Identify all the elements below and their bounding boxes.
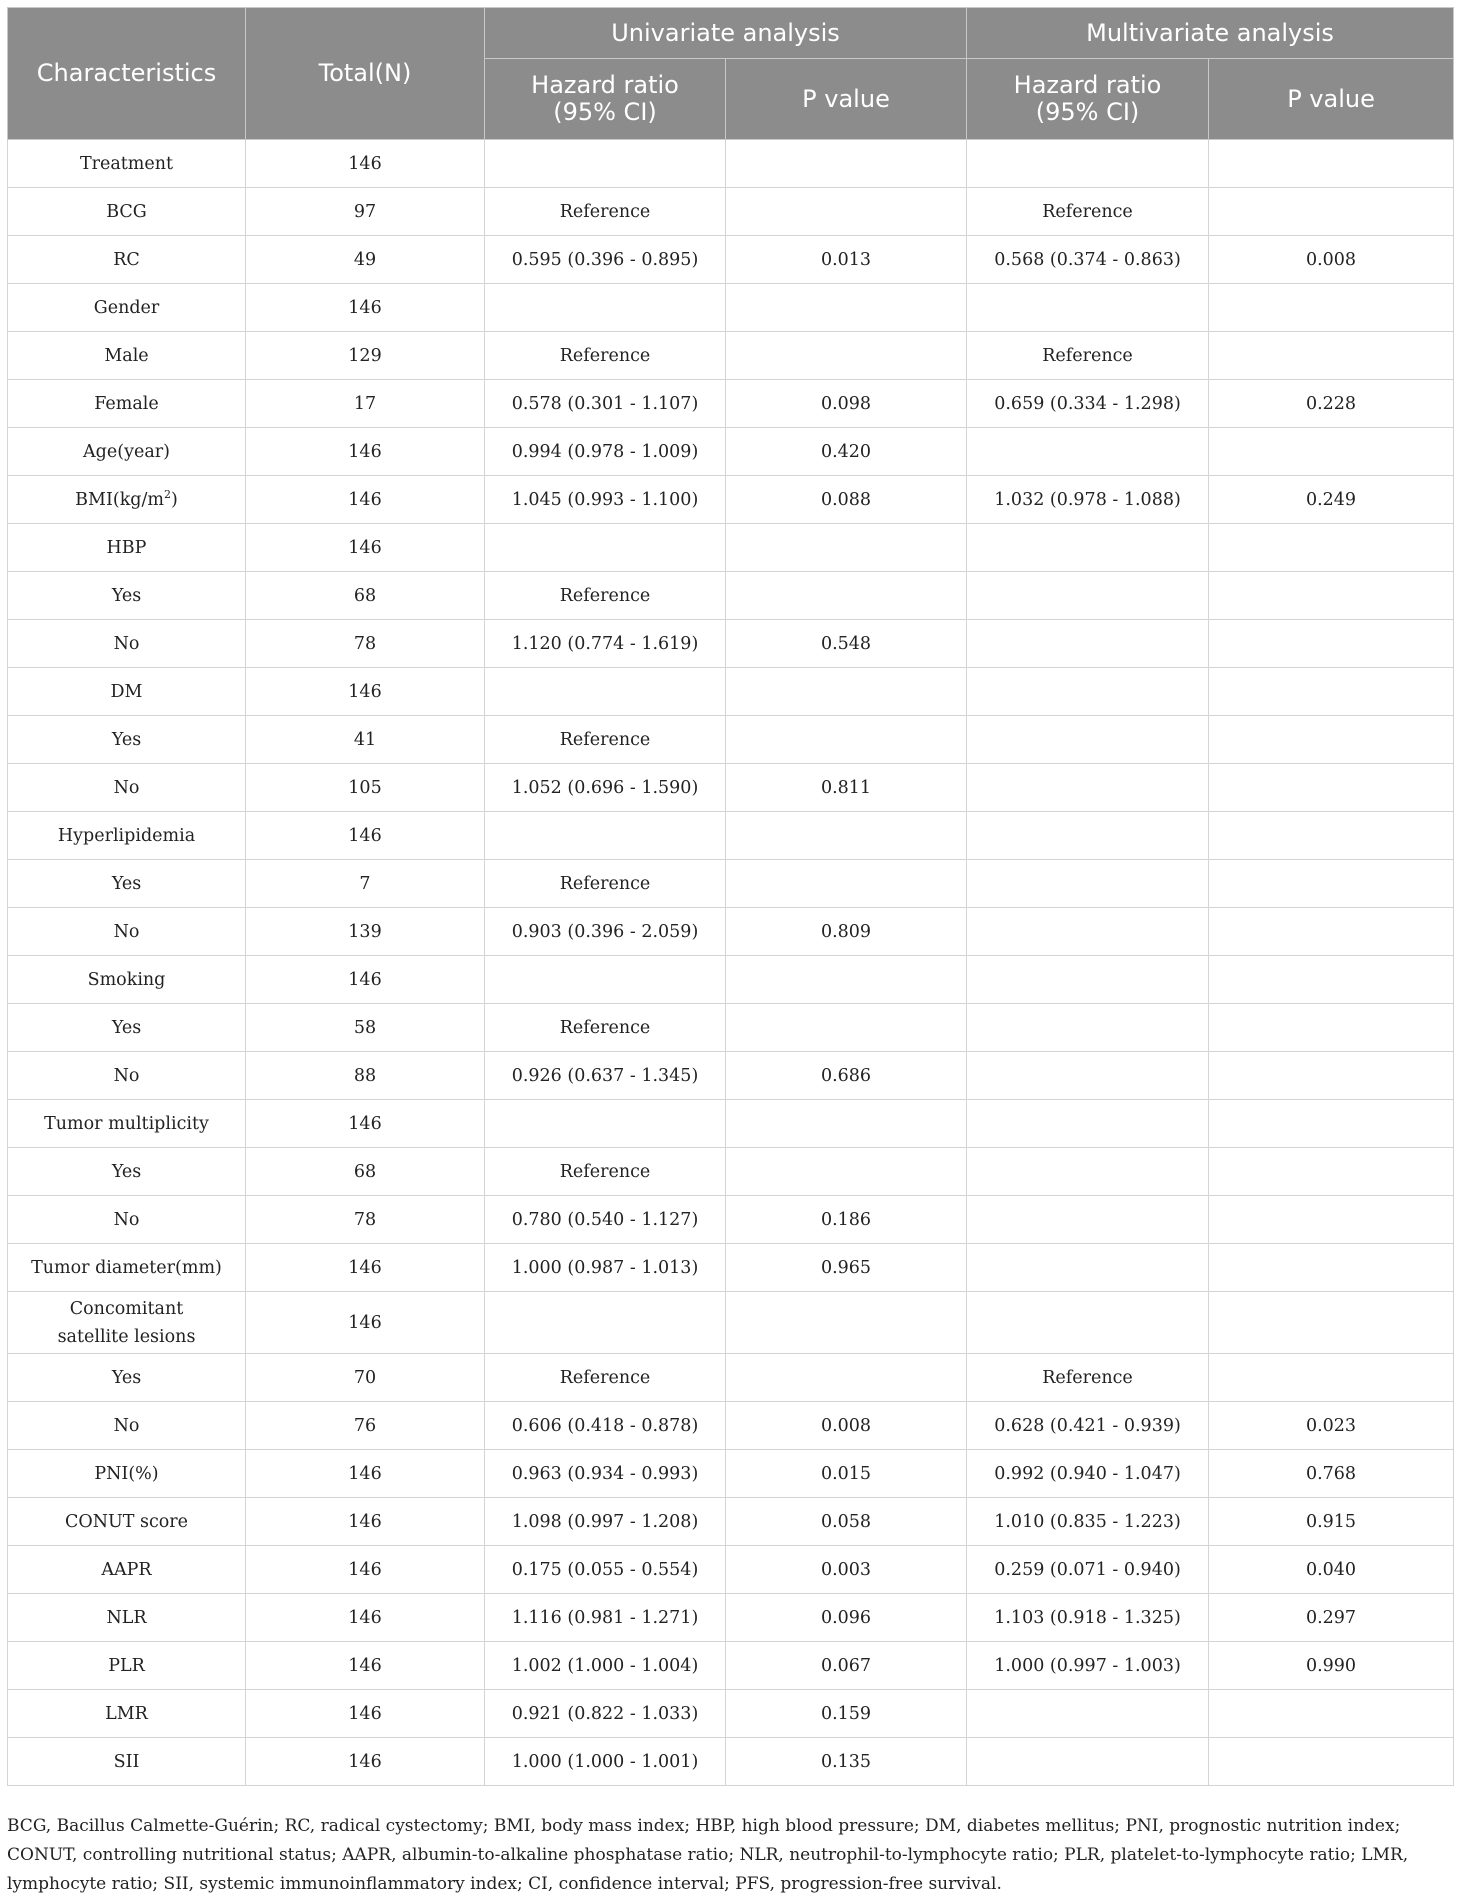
- cell-univariate-p-value: [726, 188, 967, 236]
- cell-univariate-p-value: 0.965: [726, 1244, 967, 1292]
- cell-univariate-p-value: 0.135: [726, 1738, 967, 1786]
- characteristic-label: PNI(%): [94, 1463, 159, 1484]
- cell-characteristic: [8, 380, 246, 428]
- cell-total: 129: [246, 332, 485, 380]
- cell-characteristic: [8, 332, 246, 380]
- cell-characteristic: [8, 1354, 246, 1402]
- cell-multivariate-hazard-ratio: [967, 1738, 1209, 1786]
- cell-univariate-p-value: 0.015: [726, 1450, 967, 1498]
- cell-total: 146: [246, 428, 485, 476]
- cell-univariate-hazard-ratio: 0.780 (0.540 - 1.127): [485, 1196, 726, 1244]
- cell-multivariate-hazard-ratio: [967, 1690, 1209, 1738]
- cell-multivariate-p-value: [1209, 428, 1454, 476]
- cell-multivariate-p-value: [1209, 668, 1454, 716]
- cell-characteristic: [8, 572, 246, 620]
- cell-multivariate-hazard-ratio: [967, 428, 1209, 476]
- cell-multivariate-p-value: [1209, 1052, 1454, 1100]
- cell-total: 146: [246, 140, 485, 188]
- cell-total: 88: [246, 1052, 485, 1100]
- cell-total: 146: [246, 284, 485, 332]
- characteristic-label: LMR: [105, 1703, 148, 1724]
- header-total: Total(N): [246, 8, 485, 140]
- characteristic-label: No: [113, 633, 140, 654]
- cell-total: 146: [246, 956, 485, 1004]
- cell-characteristic: [8, 188, 246, 236]
- cell-characteristic: [8, 476, 246, 524]
- cell-univariate-hazard-ratio: 0.926 (0.637 - 1.345): [485, 1052, 726, 1100]
- table-row: [8, 1100, 1454, 1148]
- cell-characteristic: [8, 956, 246, 1004]
- cell-univariate-p-value: [726, 332, 967, 380]
- characteristic-label: No: [113, 1065, 140, 1086]
- cell-univariate-p-value: [726, 860, 967, 908]
- header-uni-hazard-ratio-line2: (95% CI): [553, 98, 657, 126]
- characteristic-label: Tumor multiplicity: [44, 1113, 209, 1134]
- cell-characteristic: [8, 236, 246, 284]
- header-univariate: Univariate analysis: [485, 8, 967, 59]
- cell-univariate-hazard-ratio: 1.098 (0.997 - 1.208): [485, 1498, 726, 1546]
- cell-characteristic: [8, 1244, 246, 1292]
- cell-total: 146: [246, 476, 485, 524]
- cell-multivariate-p-value: 0.023: [1209, 1402, 1454, 1450]
- cell-univariate-hazard-ratio: [485, 668, 726, 716]
- cell-univariate-p-value: 0.548: [726, 620, 967, 668]
- cell-multivariate-hazard-ratio: Reference: [967, 1354, 1209, 1402]
- cell-univariate-p-value: 0.186: [726, 1196, 967, 1244]
- table-row: [8, 860, 1454, 908]
- cell-total: 146: [246, 1546, 485, 1594]
- cell-characteristic: [8, 1052, 246, 1100]
- cell-univariate-p-value: [726, 1004, 967, 1052]
- cell-multivariate-p-value: [1209, 1004, 1454, 1052]
- table-row: [8, 428, 1454, 476]
- cell-univariate-p-value: 0.003: [726, 1546, 967, 1594]
- cell-characteristic: [8, 1546, 246, 1594]
- cell-univariate-hazard-ratio: 1.052 (0.696 - 1.590): [485, 764, 726, 812]
- table-row: [8, 1546, 1454, 1594]
- characteristic-label: HBP: [106, 537, 147, 558]
- cell-total: 146: [246, 1642, 485, 1690]
- cell-total: 146: [246, 1100, 485, 1148]
- characteristic-suffix: ): [171, 489, 178, 510]
- cell-characteristic: [8, 284, 246, 332]
- cell-univariate-hazard-ratio: Reference: [485, 332, 726, 380]
- cell-total: 146: [246, 1690, 485, 1738]
- table-row: [8, 188, 1454, 236]
- cell-multivariate-hazard-ratio: [967, 1196, 1209, 1244]
- cell-univariate-p-value: 0.067: [726, 1642, 967, 1690]
- characteristic-label: BCG: [106, 201, 147, 222]
- cell-multivariate-p-value: [1209, 1148, 1454, 1196]
- characteristic-label: CONUT score: [64, 1511, 189, 1532]
- cell-univariate-hazard-ratio: 0.921 (0.822 - 1.033): [485, 1690, 726, 1738]
- cell-univariate-p-value: 0.420: [726, 428, 967, 476]
- table-row: [8, 236, 1454, 284]
- table-row: [8, 956, 1454, 1004]
- cell-characteristic: [8, 1292, 246, 1354]
- cell-multivariate-p-value: [1209, 188, 1454, 236]
- table-row: [8, 332, 1454, 380]
- characteristic-label: Concomitant: [69, 1298, 184, 1319]
- cell-characteristic: [8, 1738, 246, 1786]
- table-row: [8, 1642, 1454, 1690]
- table-row: [8, 1292, 1454, 1354]
- table-row: [8, 716, 1454, 764]
- cell-characteristic: [8, 140, 246, 188]
- cell-univariate-p-value: [726, 524, 967, 572]
- cell-univariate-p-value: 0.159: [726, 1690, 967, 1738]
- cell-multivariate-hazard-ratio: 0.628 (0.421 - 0.939): [967, 1402, 1209, 1450]
- table-row: [8, 1244, 1454, 1292]
- cell-characteristic: [8, 1642, 246, 1690]
- cell-multivariate-hazard-ratio: [967, 572, 1209, 620]
- header-multi-p-value: P value: [1209, 59, 1454, 140]
- cell-univariate-p-value: [726, 668, 967, 716]
- cell-univariate-hazard-ratio: Reference: [485, 1004, 726, 1052]
- cell-multivariate-p-value: [1209, 140, 1454, 188]
- cell-multivariate-hazard-ratio: [967, 140, 1209, 188]
- cell-multivariate-p-value: [1209, 1196, 1454, 1244]
- cell-multivariate-hazard-ratio: 0.659 (0.334 - 1.298): [967, 380, 1209, 428]
- cell-multivariate-hazard-ratio: [967, 860, 1209, 908]
- cell-univariate-p-value: 0.096: [726, 1594, 967, 1642]
- characteristic-label: No: [113, 921, 140, 942]
- cell-univariate-p-value: 0.686: [726, 1052, 967, 1100]
- cell-multivariate-p-value: [1209, 908, 1454, 956]
- cell-univariate-hazard-ratio: 0.963 (0.934 - 0.993): [485, 1450, 726, 1498]
- table-row: [8, 476, 1454, 524]
- header-multi-hazard-ratio: [967, 59, 1209, 140]
- cell-multivariate-p-value: [1209, 716, 1454, 764]
- table-row: [8, 572, 1454, 620]
- table-row: [8, 1354, 1454, 1402]
- cell-univariate-hazard-ratio: Reference: [485, 860, 726, 908]
- cell-characteristic: [8, 1450, 246, 1498]
- cell-univariate-hazard-ratio: Reference: [485, 1148, 726, 1196]
- table-row: [8, 1738, 1454, 1786]
- cell-univariate-p-value: 0.811: [726, 764, 967, 812]
- cell-characteristic: [8, 428, 246, 476]
- cell-univariate-p-value: [726, 1292, 967, 1354]
- cell-multivariate-hazard-ratio: [967, 284, 1209, 332]
- cell-univariate-p-value: 0.013: [726, 236, 967, 284]
- cell-multivariate-hazard-ratio: 0.259 (0.071 - 0.940): [967, 1546, 1209, 1594]
- hazard-ratio-table: [7, 7, 1454, 1786]
- cell-multivariate-p-value: [1209, 620, 1454, 668]
- cell-univariate-hazard-ratio: [485, 524, 726, 572]
- cell-multivariate-hazard-ratio: [967, 620, 1209, 668]
- cell-univariate-hazard-ratio: 0.606 (0.418 - 0.878): [485, 1402, 726, 1450]
- cell-univariate-p-value: [726, 1148, 967, 1196]
- cell-characteristic: [8, 1594, 246, 1642]
- cell-multivariate-p-value: [1209, 1292, 1454, 1354]
- cell-multivariate-hazard-ratio: [967, 1292, 1209, 1354]
- cell-univariate-hazard-ratio: [485, 1100, 726, 1148]
- cell-univariate-hazard-ratio: 1.000 (0.987 - 1.013): [485, 1244, 726, 1292]
- cell-total: 78: [246, 620, 485, 668]
- cell-total: 70: [246, 1354, 485, 1402]
- table-row: [8, 1402, 1454, 1450]
- cell-multivariate-hazard-ratio: [967, 908, 1209, 956]
- cell-univariate-hazard-ratio: [485, 812, 726, 860]
- cell-univariate-p-value: 0.088: [726, 476, 967, 524]
- cell-univariate-p-value: [726, 572, 967, 620]
- table-row: [8, 764, 1454, 812]
- cell-total: 97: [246, 188, 485, 236]
- header-characteristics: Characteristics: [8, 8, 246, 140]
- cell-univariate-hazard-ratio: [485, 284, 726, 332]
- cell-characteristic: [8, 1690, 246, 1738]
- cell-univariate-p-value: [726, 812, 967, 860]
- cell-multivariate-p-value: 0.228: [1209, 380, 1454, 428]
- cell-characteristic: [8, 1100, 246, 1148]
- characteristic-label: PLR: [108, 1655, 145, 1676]
- cell-multivariate-p-value: [1209, 1100, 1454, 1148]
- cell-multivariate-hazard-ratio: Reference: [967, 188, 1209, 236]
- table-row: [8, 284, 1454, 332]
- table-row: [8, 1498, 1454, 1546]
- table-row: [8, 1450, 1454, 1498]
- cell-characteristic: [8, 908, 246, 956]
- cell-multivariate-hazard-ratio: 1.000 (0.997 - 1.003): [967, 1642, 1209, 1690]
- cell-multivariate-p-value: [1209, 764, 1454, 812]
- characteristic-label: Yes: [111, 873, 142, 894]
- table-row: [8, 380, 1454, 428]
- table-row: [8, 908, 1454, 956]
- cell-univariate-p-value: 0.809: [726, 908, 967, 956]
- cell-univariate-hazard-ratio: 0.578 (0.301 - 1.107): [485, 380, 726, 428]
- characteristic-label: No: [113, 1209, 140, 1230]
- cell-characteristic: [8, 1498, 246, 1546]
- characteristic-label: Smoking: [87, 969, 166, 990]
- characteristic-label: Yes: [111, 1161, 142, 1182]
- characteristic-label: Female: [94, 393, 159, 414]
- cell-multivariate-p-value: [1209, 332, 1454, 380]
- cell-univariate-hazard-ratio: 0.175 (0.055 - 0.554): [485, 1546, 726, 1594]
- cell-multivariate-hazard-ratio: 1.103 (0.918 - 1.325): [967, 1594, 1209, 1642]
- cell-total: 146: [246, 812, 485, 860]
- header-uni-hazard-ratio: [485, 59, 726, 140]
- cell-multivariate-hazard-ratio: 1.032 (0.978 - 1.088): [967, 476, 1209, 524]
- cell-multivariate-hazard-ratio: [967, 1052, 1209, 1100]
- characteristic-label: RC: [113, 249, 140, 270]
- cell-univariate-hazard-ratio: Reference: [485, 572, 726, 620]
- cell-univariate-hazard-ratio: 0.903 (0.396 - 2.059): [485, 908, 726, 956]
- cell-multivariate-hazard-ratio: [967, 716, 1209, 764]
- cell-multivariate-p-value: 0.768: [1209, 1450, 1454, 1498]
- cell-multivariate-hazard-ratio: [967, 1004, 1209, 1052]
- header-multivariate: Multivariate analysis: [967, 8, 1454, 59]
- cell-total: 76: [246, 1402, 485, 1450]
- cell-multivariate-hazard-ratio: [967, 1244, 1209, 1292]
- characteristic-label: AAPR: [101, 1559, 152, 1580]
- table-row: [8, 620, 1454, 668]
- cell-characteristic: [8, 668, 246, 716]
- cell-total: 105: [246, 764, 485, 812]
- cell-multivariate-hazard-ratio: [967, 1100, 1209, 1148]
- cell-multivariate-hazard-ratio: 0.992 (0.940 - 1.047): [967, 1450, 1209, 1498]
- table-row: [8, 524, 1454, 572]
- table-body: [8, 140, 1454, 1786]
- cell-multivariate-p-value: [1209, 572, 1454, 620]
- cell-univariate-hazard-ratio: 1.116 (0.981 - 1.271): [485, 1594, 726, 1642]
- cell-univariate-p-value: [726, 716, 967, 764]
- characteristic-superscript: 2: [164, 487, 171, 501]
- characteristic-label: Yes: [111, 585, 142, 606]
- cell-multivariate-hazard-ratio: [967, 668, 1209, 716]
- table-row: [8, 140, 1454, 188]
- characteristic-label: NLR: [106, 1607, 147, 1628]
- cell-multivariate-hazard-ratio: [967, 524, 1209, 572]
- characteristic-label-line2: satellite lesions: [57, 1326, 196, 1347]
- header-multi-hazard-ratio-line2: (95% CI): [1035, 98, 1140, 126]
- cell-multivariate-p-value: [1209, 1354, 1454, 1402]
- table-row: [8, 1052, 1454, 1100]
- characteristic-label: Gender: [93, 297, 160, 318]
- table-row: [8, 812, 1454, 860]
- cell-multivariate-p-value: [1209, 524, 1454, 572]
- cell-multivariate-p-value: 0.990: [1209, 1642, 1454, 1690]
- cell-characteristic: [8, 1004, 246, 1052]
- cell-total: 139: [246, 908, 485, 956]
- cell-univariate-hazard-ratio: Reference: [485, 1354, 726, 1402]
- cell-univariate-p-value: [726, 1100, 967, 1148]
- cell-univariate-p-value: 0.058: [726, 1498, 967, 1546]
- cell-univariate-hazard-ratio: [485, 1292, 726, 1354]
- cell-univariate-p-value: [726, 140, 967, 188]
- cell-multivariate-p-value: [1209, 860, 1454, 908]
- cell-univariate-p-value: [726, 956, 967, 1004]
- cell-univariate-p-value: 0.008: [726, 1402, 967, 1450]
- table-row: [8, 1594, 1454, 1642]
- cell-total: 146: [246, 524, 485, 572]
- table-row: [8, 1690, 1454, 1738]
- cell-multivariate-p-value: [1209, 812, 1454, 860]
- characteristic-label: SII: [113, 1751, 140, 1772]
- cell-univariate-p-value: [726, 1354, 967, 1402]
- cell-total: 146: [246, 668, 485, 716]
- cell-univariate-hazard-ratio: Reference: [485, 716, 726, 764]
- cell-multivariate-hazard-ratio: [967, 812, 1209, 860]
- cell-multivariate-p-value: [1209, 1690, 1454, 1738]
- cell-univariate-hazard-ratio: [485, 140, 726, 188]
- cell-characteristic: [8, 860, 246, 908]
- cell-multivariate-p-value: [1209, 1738, 1454, 1786]
- characteristic-label: Treatment: [79, 153, 174, 174]
- table-row: [8, 1148, 1454, 1196]
- cell-total: 41: [246, 716, 485, 764]
- cell-total: 49: [246, 236, 485, 284]
- table-row: [8, 668, 1454, 716]
- cell-characteristic: [8, 1402, 246, 1450]
- characteristic-label: Yes: [111, 729, 142, 750]
- characteristic-label: Yes: [111, 1367, 142, 1388]
- cell-multivariate-hazard-ratio: 0.568 (0.374 - 0.863): [967, 236, 1209, 284]
- cell-multivariate-hazard-ratio: 1.010 (0.835 - 1.223): [967, 1498, 1209, 1546]
- cell-multivariate-p-value: 0.040: [1209, 1546, 1454, 1594]
- characteristic-label: Age(year): [83, 441, 170, 462]
- cell-total: 146: [246, 1498, 485, 1546]
- characteristic-label: Tumor diameter(mm): [31, 1257, 222, 1278]
- cell-multivariate-p-value: [1209, 1244, 1454, 1292]
- cell-univariate-p-value: 0.098: [726, 380, 967, 428]
- characteristic-label: DM: [110, 681, 143, 702]
- cell-total: 146: [246, 1738, 485, 1786]
- cell-total: 146: [246, 1244, 485, 1292]
- table-row: [8, 1004, 1454, 1052]
- cell-characteristic: [8, 716, 246, 764]
- cell-multivariate-p-value: 0.915: [1209, 1498, 1454, 1546]
- cell-total: 146: [246, 1292, 485, 1354]
- cell-univariate-hazard-ratio: [485, 956, 726, 1004]
- table-header: [8, 8, 1454, 140]
- cell-characteristic: [8, 1148, 246, 1196]
- characteristic-label: Hyperlipidemia: [57, 825, 196, 846]
- cell-multivariate-p-value: 0.008: [1209, 236, 1454, 284]
- header-uni-p-value: P value: [726, 59, 967, 140]
- cell-characteristic: [8, 524, 246, 572]
- cell-total: 146: [246, 1594, 485, 1642]
- cell-multivariate-hazard-ratio: [967, 1148, 1209, 1196]
- cell-univariate-hazard-ratio: 1.002 (1.000 - 1.004): [485, 1642, 726, 1690]
- cell-total: 78: [246, 1196, 485, 1244]
- characteristic-label: BMI(kg/m: [75, 489, 164, 510]
- header-uni-hazard-ratio-line1: Hazard ratio: [531, 71, 679, 99]
- cell-characteristic: [8, 1196, 246, 1244]
- cell-multivariate-p-value: [1209, 284, 1454, 332]
- cell-total: 17: [246, 380, 485, 428]
- cell-univariate-hazard-ratio: 0.994 (0.978 - 1.009): [485, 428, 726, 476]
- cell-characteristic: [8, 764, 246, 812]
- cell-multivariate-p-value: 0.297: [1209, 1594, 1454, 1642]
- cell-characteristic: [8, 620, 246, 668]
- table-footnote: BCG, Bacillus Calmette-Guérin; RC, radical cystectomy; BMI, body mass index; HBP, high blood pressure; DM, diabetes mellitus; PNI, prognostic nutrition index; CONUT, controlling nutritional status; AAPR, albumin-to-alkaline phosphatase ratio; NLR, neutrophil-to-lymphocyte ratio; PLR, platelet-to-lymphocyte ratio; LMR, lymphocyte ratio; SII, systemic immunoinflammatory index; CI, confidence interval; PFS, progression-free survival.: [7, 1816, 1409, 1894]
- cell-multivariate-p-value: [1209, 956, 1454, 1004]
- header-multi-hazard-ratio-line1: Hazard ratio: [1013, 71, 1162, 99]
- characteristic-label: Male: [104, 345, 149, 366]
- cell-total: 68: [246, 572, 485, 620]
- cell-total: 68: [246, 1148, 485, 1196]
- cell-total: 7: [246, 860, 485, 908]
- cell-univariate-hazard-ratio: Reference: [485, 188, 726, 236]
- table-row: [8, 1196, 1454, 1244]
- cell-univariate-hazard-ratio: 1.120 (0.774 - 1.619): [485, 620, 726, 668]
- cell-characteristic: [8, 812, 246, 860]
- cell-univariate-hazard-ratio: 0.595 (0.396 - 0.895): [485, 236, 726, 284]
- cell-multivariate-hazard-ratio: [967, 956, 1209, 1004]
- cell-multivariate-p-value: 0.249: [1209, 476, 1454, 524]
- cell-multivariate-hazard-ratio: [967, 764, 1209, 812]
- characteristic-label: Yes: [111, 1017, 142, 1038]
- characteristic-label: No: [113, 777, 140, 798]
- cell-univariate-hazard-ratio: 1.000 (1.000 - 1.001): [485, 1738, 726, 1786]
- cell-univariate-hazard-ratio: 1.045 (0.993 - 1.100): [485, 476, 726, 524]
- cell-multivariate-hazard-ratio: Reference: [967, 332, 1209, 380]
- cell-total: 58: [246, 1004, 485, 1052]
- cell-univariate-p-value: [726, 284, 967, 332]
- cell-total: 146: [246, 1450, 485, 1498]
- characteristic-label: No: [113, 1415, 140, 1436]
